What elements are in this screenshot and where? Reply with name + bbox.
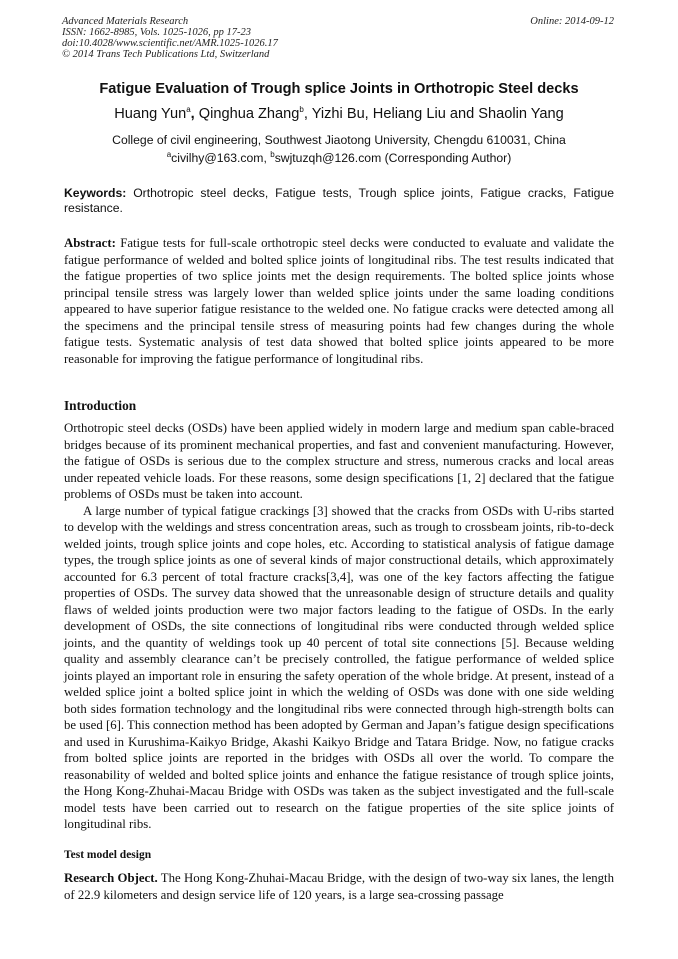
affiliation: College of civil engineering, Southwest Jiaotong University, Chengdu 610031, China	[112, 133, 566, 147]
journal-name: Advanced Materials Research	[62, 16, 189, 27]
author-emails	[10, 150, 668, 166]
section-heading-introduction: Introduction	[64, 398, 137, 413]
copyright-line: © 2014 Trans Tech Publications Ltd, Switzerland	[62, 49, 270, 60]
author-list	[10, 104, 668, 124]
research-object-label: Research Object.	[64, 871, 158, 885]
author-name: Qinghua Zhang	[198, 106, 300, 122]
email-superscript: a	[166, 149, 172, 159]
author-superscript: a	[186, 105, 191, 115]
abstract-text: Fatigue tests for full-scale orthotropic steel decks were conducted to evaluate and validate the fatigue performance of welded and bolted splice joints of longitudinal ribs. The test results indicated that the fatigue properties of two splice joints met the design requirements. The bolted splice joints whose principal tensile stress was largely lower than welded splice joints under the same loading conditions appeared to have superior fatigue resistance to the welded one. No fatigue cracks were detected among all the specimens and the principal tensile stress of measuring points had few changes during the whole fatigue tests. Systematic analysis of test data showed that bolted splice joints appeared to be more reasonable for improving the fatigue performance of longitudinal ribs.	[64, 236, 614, 366]
paragraph: Orthotropic steel decks (OSDs) have been applied widely in modern large and medium span cable-braced bridges because of its prominent mechanical properties, and fast and convenient manufacturing. However, the fatigue of OSDs is serious due to the complex structure and stress, numerous cracks and local areas under repeated vehicle loads. For these reasons, some design specifications [1, 2] declared that the fatigue problems of OSDs must be taken into account.	[64, 421, 614, 501]
abstract-block	[64, 235, 614, 367]
paragraph: A large number of typical fatigue crackings [3] showed that the cracks from OSDs with U-ribs started to develop with the weldings and stress concentration areas, such as trough to crossbeam joints, rib-to-deck welded joints, trough splice joints and cope holes, etc. According to statistical analysis of fatigue damage types, the trough splice joints as one of several kinds of major constructional details, which approximately accounted for 6.3 percent of total fracture cracks[3,4], was one of the key factors affecting the fatigue properties of OSDs. The survey data showed that the unreasonable design of structure details and quality flaws of welded joints production were two major factors leading to the fatigue of OSDs. In the early development of OSDs, the site connections of longitudinal ribs were conducted through welded splice joints, and the quantity of weldings took up 40 percent of total site connections [5]. Because welding quality and assembly clearance can’t be precisely controlled, the fatigue performance of welded splice joints played an important role in ensuring the safety operation of the whole bridge. At present, instead of a welded splice joint a bolted splice joint in which the welding of OSDs was done with one side welding both sides formation technology and the longitudinal ribs were connected through high-strength bolts can be used [6]. This connection method has been adopted by German and Japan’s fatigue design specifications and used in Kurushima-Kaikyo Bridge, Akashi Kaikyo Bridge and Tatara Bridge. Now, no fatigue cracks from bolted splice joints are reported in the bridges with OSDs all over the world. To compare the reasonability of welded and bolted splice joints and enhance the fatigue resistance of trough splice joints, the Hong Kong-Zhuhai-Macau Bridge with OSDs was taken as the subject investigated and the full-scale model tests have been carried out to research on the fatigue properties of the site splice joints of longitudinal ribs.	[64, 503, 614, 831]
issn-line: ISSN: 1662-8985, Vols. 1025-1026, pp 17-23	[62, 27, 251, 38]
keywords-label: Keywords:	[64, 186, 127, 200]
author-names-rest: , Yizhi Bu, Heliang Liu and Shaolin Yang	[303, 106, 564, 122]
keywords-block	[64, 186, 614, 216]
keywords-text: Orthotropic steel decks, Fatigue tests, Trough splice joints, Fatigue cracks, Fatigue resistance.	[64, 186, 614, 215]
research-object-text: The Hong Kong-Zhuhai-Macau Bridge, with the design of two-way six lanes, the length of 22.9 kilometers and design service life of 120 years, is a large sea-crossing passage	[64, 871, 614, 902]
abstract-label: Abstract:	[64, 236, 116, 250]
email-text: swjtuzqh@126.com (Corresponding Author)	[274, 151, 512, 165]
introduction-body	[64, 420, 614, 833]
email-text: civilhy@163.com,	[171, 151, 271, 165]
author-separator: ,	[190, 106, 199, 122]
email-superscript: b	[270, 149, 275, 159]
paper-title: Fatigue Evaluation of Trough splice Joints in Orthotropic Steel decks	[99, 81, 579, 97]
online-date: Online: 2014-09-12	[530, 16, 614, 27]
doi-line: doi:10.4028/www.scientific.net/AMR.1025-1026.17	[62, 38, 278, 49]
author-superscript: b	[299, 105, 304, 115]
journal-header	[62, 16, 616, 60]
section-heading-test-model: Test model design	[64, 849, 152, 861]
author-name: Huang Yun	[114, 106, 187, 122]
research-object-paragraph	[64, 870, 614, 903]
